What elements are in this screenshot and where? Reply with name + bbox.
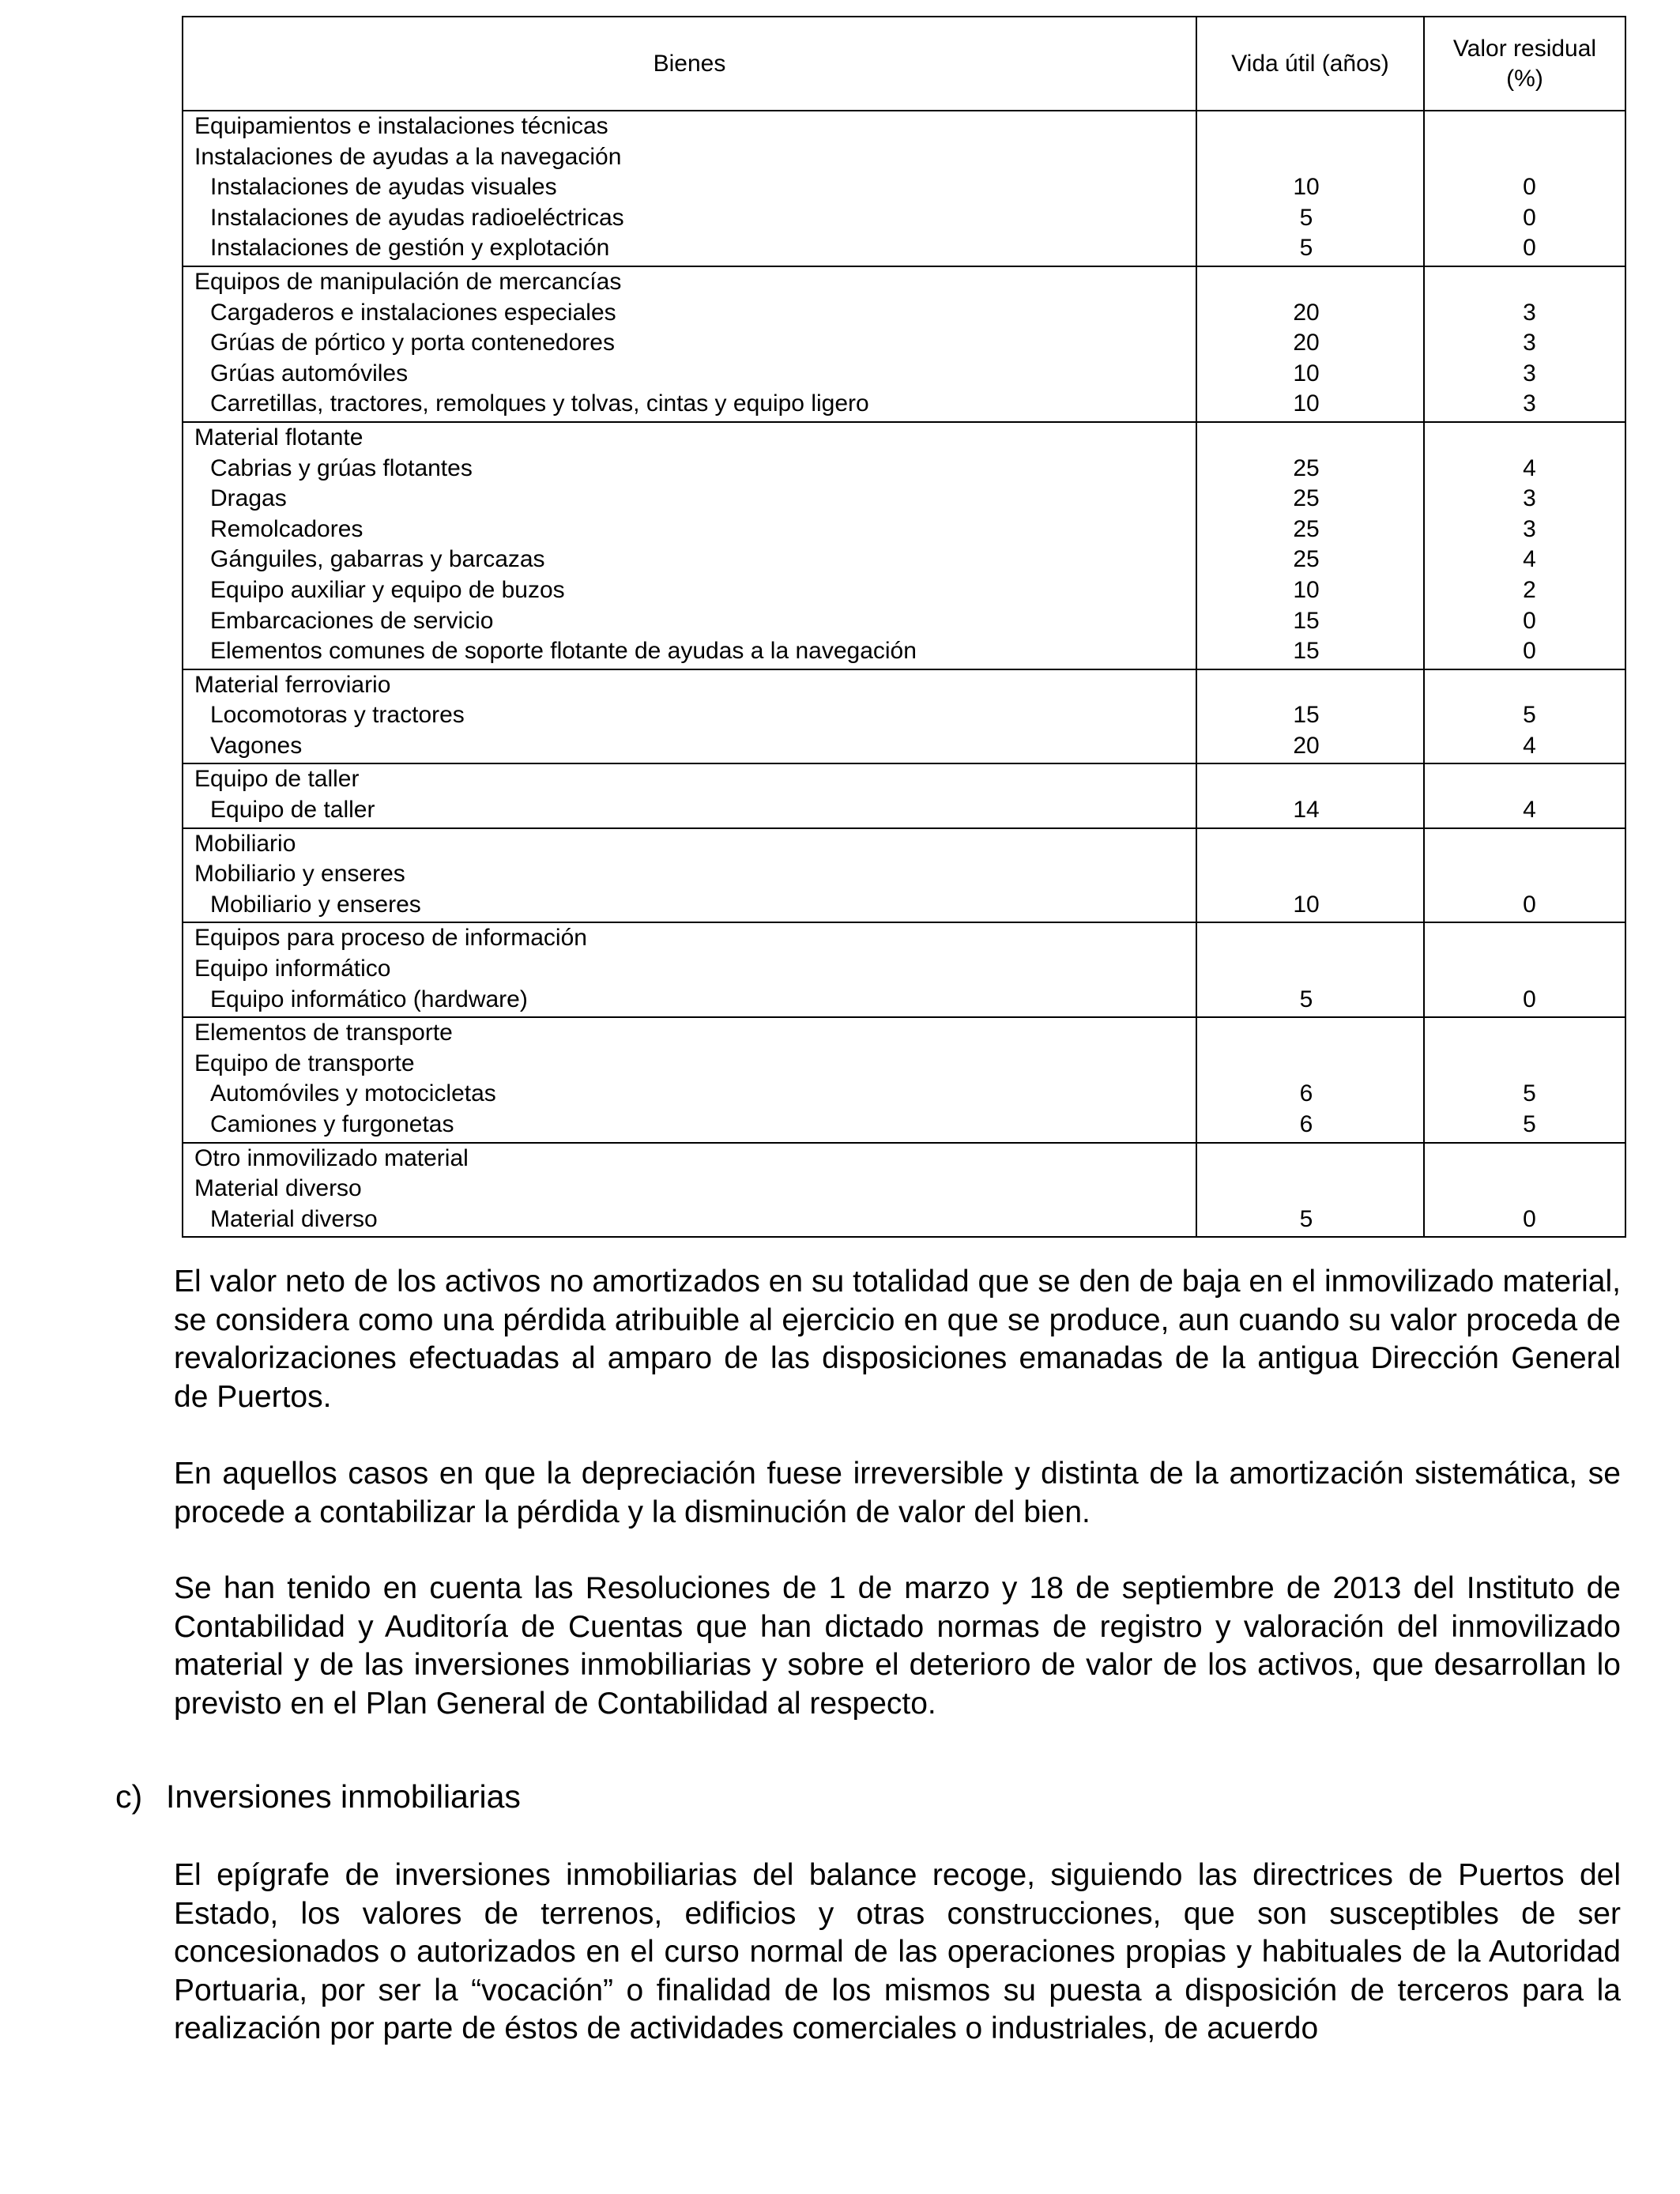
cell-goods: Locomotoras y tractores xyxy=(183,700,1196,731)
section-heading xyxy=(115,1777,521,1816)
table-row xyxy=(183,298,1625,329)
table-row xyxy=(183,454,1625,484)
cell-goods: Material flotante xyxy=(183,422,1196,454)
cell-residual-value xyxy=(1424,859,1625,890)
cell-goods: Automóviles y motocicletas xyxy=(183,1079,1196,1110)
cell-goods: Equipo de taller xyxy=(183,763,1196,795)
cell-residual-value: 3 xyxy=(1424,515,1625,545)
table-row xyxy=(183,606,1625,637)
cell-useful-life: 10 xyxy=(1196,359,1424,390)
cell-residual-value: 0 xyxy=(1424,985,1625,1016)
header-residual-value-line2: (%) xyxy=(1506,65,1543,92)
cell-useful-life xyxy=(1196,763,1424,795)
table-group-heading-row xyxy=(183,142,1625,173)
cell-useful-life: 25 xyxy=(1196,545,1424,575)
cell-useful-life xyxy=(1196,422,1424,454)
cell-goods: Grúas de pórtico y porta contenedores xyxy=(183,328,1196,359)
cell-useful-life: 15 xyxy=(1196,700,1424,731)
divider-cell xyxy=(1196,1235,1424,1237)
table-row xyxy=(183,172,1625,203)
table-group-heading-row xyxy=(183,828,1625,860)
cell-residual-value xyxy=(1424,763,1625,795)
table-group-heading-row xyxy=(183,266,1625,298)
section-title: Inversiones inmobiliarias xyxy=(166,1778,521,1815)
cell-useful-life: 20 xyxy=(1196,298,1424,329)
cell-useful-life: 6 xyxy=(1196,1079,1424,1110)
cell-goods: Instalaciones de ayudas a la navegación xyxy=(183,142,1196,173)
cell-goods: Equipo informático (hardware) xyxy=(183,985,1196,1016)
cell-residual-value xyxy=(1424,922,1625,954)
table-group-heading-row xyxy=(183,1049,1625,1080)
cell-useful-life xyxy=(1196,669,1424,701)
table-group-heading-row xyxy=(183,763,1625,795)
cell-useful-life xyxy=(1196,828,1424,860)
cell-residual-value xyxy=(1424,1017,1625,1049)
cell-goods: Equipo informático xyxy=(183,954,1196,985)
cell-residual-value: 0 xyxy=(1424,172,1625,203)
table-row xyxy=(183,515,1625,545)
table-group-heading-row xyxy=(183,669,1625,701)
table-row xyxy=(183,545,1625,575)
cell-useful-life xyxy=(1196,859,1424,890)
cell-residual-value: 4 xyxy=(1424,731,1625,762)
cell-residual-value xyxy=(1424,828,1625,860)
table-group-heading-row xyxy=(183,859,1625,890)
cell-useful-life xyxy=(1196,1017,1424,1049)
cell-goods: Equipos de manipulación de mercancías xyxy=(183,266,1196,298)
table-row xyxy=(183,389,1625,420)
cell-useful-life: 14 xyxy=(1196,795,1424,826)
cell-goods: Material ferroviario xyxy=(183,669,1196,701)
table-row xyxy=(183,1079,1625,1110)
cell-residual-value xyxy=(1424,669,1625,701)
cell-useful-life: 6 xyxy=(1196,1110,1424,1140)
cell-residual-value xyxy=(1424,111,1625,142)
cell-residual-value: 0 xyxy=(1424,890,1625,921)
cell-goods: Equipo de transporte xyxy=(183,1049,1196,1080)
cell-useful-life: 25 xyxy=(1196,484,1424,515)
table-group-heading-row xyxy=(183,1174,1625,1204)
cell-goods: Elementos comunes de soporte flotante de ayudas a la navegación xyxy=(183,636,1196,667)
cell-useful-life: 20 xyxy=(1196,731,1424,762)
cell-goods: Equipo de taller xyxy=(183,795,1196,826)
cell-residual-value: 3 xyxy=(1424,484,1625,515)
table-row xyxy=(183,233,1625,264)
paragraph-impairment: En aquellos casos en que la depreciación fuese irreversible y distinta de la amortización sistemática, se procede a contabilizar la pérdida y la disminución de valor del bien. xyxy=(174,1457,1621,1529)
cell-useful-life xyxy=(1196,922,1424,954)
cell-goods: Equipamientos e instalaciones técnicas xyxy=(183,111,1196,142)
cell-goods: Camiones y furgonetas xyxy=(183,1110,1196,1140)
cell-useful-life xyxy=(1196,111,1424,142)
cell-goods: Mobiliario y enseres xyxy=(183,859,1196,890)
cell-useful-life xyxy=(1196,1143,1424,1174)
cell-residual-value: 0 xyxy=(1424,606,1625,637)
cell-useful-life xyxy=(1196,1049,1424,1080)
cell-residual-value: 5 xyxy=(1424,700,1625,731)
table-row xyxy=(183,1204,1625,1235)
cell-useful-life: 15 xyxy=(1196,606,1424,637)
cell-residual-value: 3 xyxy=(1424,359,1625,390)
cell-residual-value: 3 xyxy=(1424,298,1625,329)
table-row xyxy=(183,636,1625,667)
cell-useful-life: 5 xyxy=(1196,203,1424,234)
cell-residual-value: 5 xyxy=(1424,1079,1625,1110)
cell-residual-value: 5 xyxy=(1424,1110,1625,1140)
table-row xyxy=(183,1110,1625,1140)
cell-residual-value xyxy=(1424,1049,1625,1080)
table-row xyxy=(183,985,1625,1016)
table-row xyxy=(183,328,1625,359)
cell-residual-value: 4 xyxy=(1424,454,1625,484)
cell-goods: Mobiliario xyxy=(183,828,1196,860)
cell-goods: Grúas automóviles xyxy=(183,359,1196,390)
cell-goods: Embarcaciones de servicio xyxy=(183,606,1196,637)
cell-residual-value: 0 xyxy=(1424,233,1625,264)
cell-goods: Equipos para proceso de información xyxy=(183,922,1196,954)
table-row xyxy=(183,700,1625,731)
table-row xyxy=(183,203,1625,234)
cell-useful-life: 5 xyxy=(1196,233,1424,264)
cell-goods: Carretillas, tractores, remolques y tolvas, cintas y equipo ligero xyxy=(183,389,1196,420)
cell-residual-value: 4 xyxy=(1424,795,1625,826)
cell-goods: Cargaderos e instalaciones especiales xyxy=(183,298,1196,329)
table-header xyxy=(183,17,1625,111)
header-useful-life: Vida útil (años) xyxy=(1196,17,1424,111)
cell-goods: Instalaciones de ayudas radioeléctricas xyxy=(183,203,1196,234)
table-row xyxy=(183,575,1625,606)
cell-goods: Material diverso xyxy=(183,1174,1196,1204)
cell-useful-life: 5 xyxy=(1196,1204,1424,1235)
cell-useful-life: 10 xyxy=(1196,890,1424,921)
cell-useful-life: 5 xyxy=(1196,985,1424,1016)
useful-life-table xyxy=(182,16,1626,1238)
paragraph-derecognition: El valor neto de los activos no amortizados en su totalidad que se den de baja en el inmovilizado material, se considera como una pérdida atribuible al ejercicio en que se produce, aun cuando su valor proceda de revalorizaciones efectuadas al amparo de las disposiciones emanadas de la antigua Dirección General de Puertos. xyxy=(174,1265,1621,1414)
cell-goods: Dragas xyxy=(183,484,1196,515)
section-label: c) xyxy=(115,1778,143,1815)
cell-residual-value: 3 xyxy=(1424,389,1625,420)
table-group-heading-row xyxy=(183,422,1625,454)
cell-residual-value: 0 xyxy=(1424,636,1625,667)
cell-useful-life: 10 xyxy=(1196,172,1424,203)
cell-residual-value xyxy=(1424,266,1625,298)
cell-goods: Elementos de transporte xyxy=(183,1017,1196,1049)
cell-goods: Instalaciones de ayudas visuales xyxy=(183,172,1196,203)
cell-residual-value xyxy=(1424,1174,1625,1204)
cell-residual-value: 3 xyxy=(1424,328,1625,359)
cell-useful-life: 25 xyxy=(1196,454,1424,484)
paragraph-investment-property: El epígrafe de inversiones inmobiliarias del balance recoge, siguiendo las directrices de Puertos del Estado, los valores de terrenos, edificios y otras construcciones, que son susceptibles de ser concesionados o autorizados en el curso normal de las operaciones propias y habituales de la Autoridad Portuaria, por ser la “vocación” o finalidad de los mismos su puesta a disposición de terceros para la realización por parte de éstos de actividades comerciales o industriales, de acuerdo xyxy=(174,1858,1621,2045)
divider-cell xyxy=(183,1235,1196,1237)
table-row xyxy=(183,890,1625,921)
table-row xyxy=(183,484,1625,515)
cell-goods: Equipo auxiliar y equipo de buzos xyxy=(183,575,1196,606)
table-row xyxy=(183,795,1625,826)
cell-goods: Otro inmovilizado material xyxy=(183,1143,1196,1174)
cell-goods: Cabrias y grúas flotantes xyxy=(183,454,1196,484)
cell-goods: Remolcadores xyxy=(183,515,1196,545)
group-divider xyxy=(183,1235,1625,1237)
cell-goods: Material diverso xyxy=(183,1204,1196,1235)
table-group-heading-row xyxy=(183,111,1625,142)
cell-useful-life: 25 xyxy=(1196,515,1424,545)
cell-useful-life xyxy=(1196,142,1424,173)
paragraph-resolutions: Se han tenido en cuenta las Resoluciones de 1 de marzo y 18 de septiembre de 2013 del Instituto de Contabilidad y Auditoría de Cuentas que han dictado normas de registro y valoración del inmovilizado material y de las inversiones inmobiliarias y sobre el deterioro de valor de los activos, que desarrollan lo previsto en el Plan General de Contabilidad al respecto. xyxy=(174,1571,1621,1721)
table-body xyxy=(183,111,1625,1237)
cell-residual-value: 0 xyxy=(1424,1204,1625,1235)
cell-useful-life: 10 xyxy=(1196,389,1424,420)
cell-goods: Vagones xyxy=(183,731,1196,762)
cell-goods: Gánguiles, gabarras y barcazas xyxy=(183,545,1196,575)
cell-useful-life xyxy=(1196,1174,1424,1204)
header-residual-value-line1: Valor residual xyxy=(1452,35,1597,62)
table-group-heading-row xyxy=(183,922,1625,954)
header-residual-value xyxy=(1424,17,1625,111)
cell-residual-value: 2 xyxy=(1424,575,1625,606)
cell-useful-life xyxy=(1196,954,1424,985)
cell-goods: Mobiliario y enseres xyxy=(183,890,1196,921)
divider-cell xyxy=(1424,1235,1625,1237)
cell-residual-value xyxy=(1424,422,1625,454)
header-goods: Bienes xyxy=(183,17,1196,111)
cell-useful-life xyxy=(1196,266,1424,298)
table-row xyxy=(183,731,1625,762)
cell-goods: Instalaciones de gestión y explotación xyxy=(183,233,1196,264)
cell-residual-value: 0 xyxy=(1424,203,1625,234)
table-group-heading-row xyxy=(183,1143,1625,1174)
cell-residual-value: 4 xyxy=(1424,545,1625,575)
cell-useful-life: 15 xyxy=(1196,636,1424,667)
cell-residual-value xyxy=(1424,1143,1625,1174)
table-group-heading-row xyxy=(183,954,1625,985)
table-group-heading-row xyxy=(183,1017,1625,1049)
cell-useful-life: 10 xyxy=(1196,575,1424,606)
cell-useful-life: 20 xyxy=(1196,328,1424,359)
cell-residual-value xyxy=(1424,954,1625,985)
table-row xyxy=(183,359,1625,390)
cell-residual-value xyxy=(1424,142,1625,173)
